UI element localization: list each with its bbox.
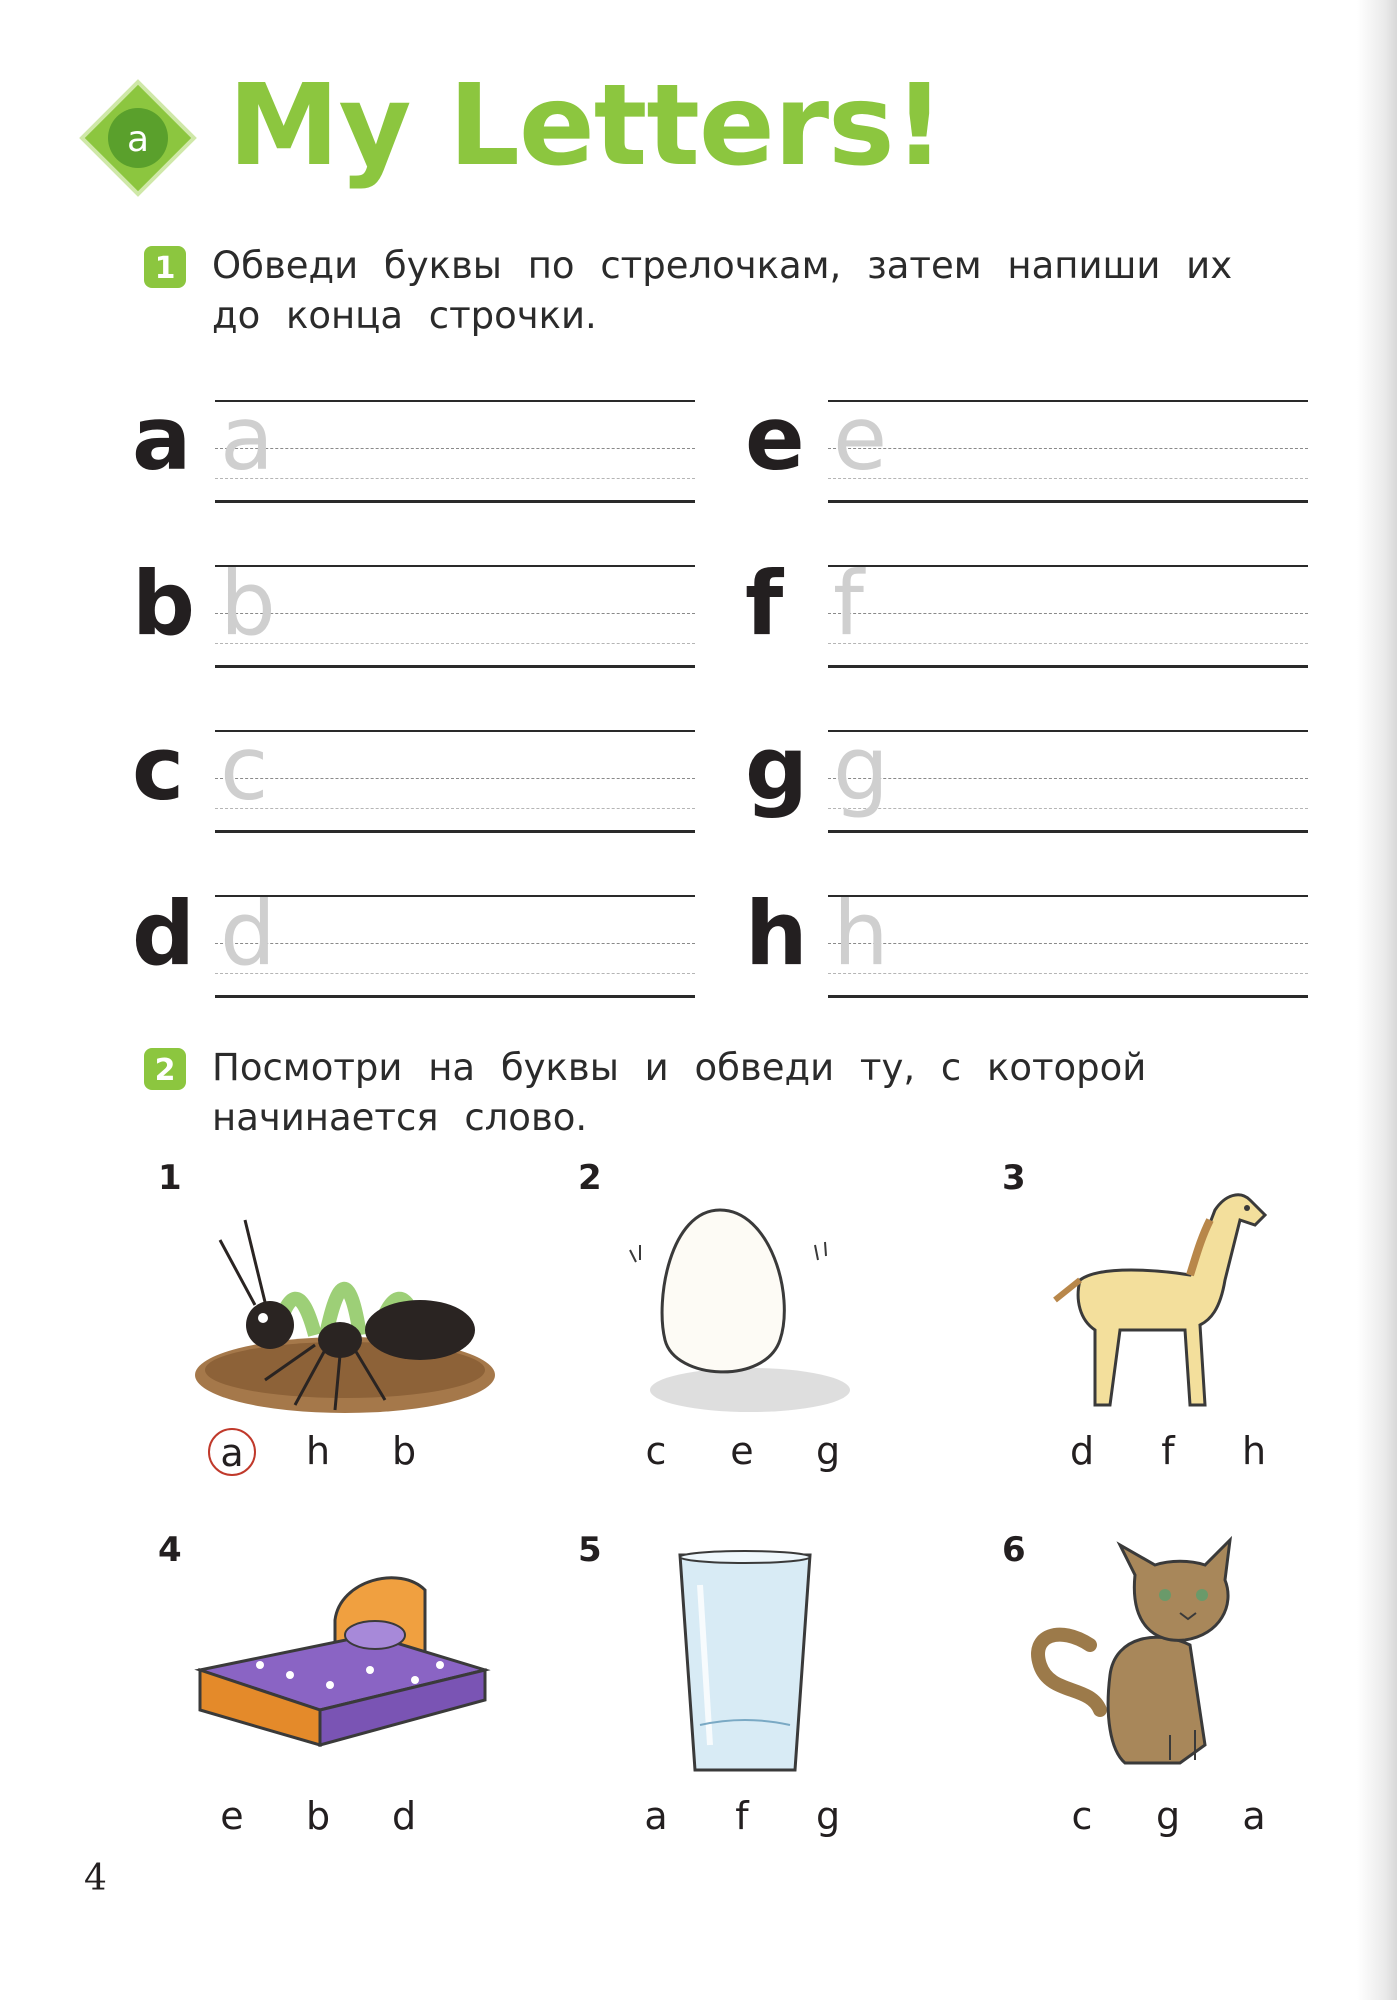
exercise-2-instruction-line-1: Посмотри на буквы и обведи ту, с которой	[212, 1046, 1147, 1089]
exercise-2-instruction-line-2: начинается слово.	[212, 1096, 588, 1139]
trace-letter: h	[833, 882, 889, 985]
exercise-1-badge-icon	[142, 244, 188, 290]
item-number: 3	[1002, 1158, 1026, 1198]
item-3-choices	[1058, 1428, 1278, 1476]
model-letter: g	[745, 717, 808, 820]
trace-letter: b	[220, 552, 276, 655]
glass-icon	[670, 1545, 820, 1785]
choice-letter[interactable]: c	[1071, 1794, 1093, 1838]
exercise-2-badge-icon	[142, 1046, 188, 1092]
model-letter: a	[132, 387, 192, 490]
model-letter: h	[745, 882, 808, 985]
item-1-choices	[208, 1428, 428, 1476]
trace-letter: e	[833, 387, 888, 490]
ant-icon	[185, 1200, 495, 1420]
svg-text:1: 1	[154, 251, 176, 286]
page-edge-shadow	[1357, 0, 1397, 2000]
choice-letter[interactable]: f	[1161, 1429, 1175, 1473]
choice-letter[interactable]: d	[391, 1794, 417, 1838]
page-number: 4	[84, 1858, 107, 1899]
choice-letter[interactable]: c	[645, 1429, 667, 1473]
choice-letter[interactable]: e	[220, 1794, 244, 1838]
exercise-1-instruction-line-2: до конца строчки.	[212, 294, 597, 337]
trace-letter: a	[220, 387, 274, 490]
bed-icon	[170, 1560, 500, 1760]
item-4-choices	[208, 1793, 428, 1841]
choice-letter[interactable]: g	[815, 1794, 841, 1838]
item-number: 5	[578, 1530, 602, 1570]
model-letter: d	[132, 882, 195, 985]
item-2-choices	[632, 1428, 852, 1476]
section-badge-letter: a	[126, 119, 150, 160]
item-6-choices	[1058, 1793, 1278, 1841]
item-5-choices	[632, 1793, 852, 1841]
cat-icon	[1020, 1535, 1280, 1780]
item-number: 2	[578, 1158, 602, 1198]
trace-row-g[interactable]	[745, 717, 1355, 840]
model-letter: b	[132, 552, 195, 655]
choice-letter-circled[interactable]: a	[208, 1428, 256, 1476]
choice-letter[interactable]: e	[730, 1429, 754, 1473]
choice-letter[interactable]: a	[644, 1794, 668, 1838]
model-letter: c	[132, 717, 185, 820]
choice-letter[interactable]: h	[1241, 1429, 1267, 1473]
item-number: 1	[158, 1158, 182, 1198]
model-letter: e	[745, 387, 805, 490]
item-number: 6	[1002, 1530, 1026, 1570]
trace-letter: c	[220, 717, 269, 820]
trace-row-b[interactable]	[132, 552, 742, 675]
trace-row-h[interactable]	[745, 882, 1355, 1005]
trace-letter: g	[833, 717, 889, 820]
choice-letter[interactable]: b	[305, 1794, 331, 1838]
trace-letter: d	[220, 882, 276, 985]
choice-letter[interactable]: f	[735, 1794, 749, 1838]
choice-letter[interactable]: a	[1242, 1794, 1266, 1838]
svg-text:2: 2	[154, 1053, 176, 1088]
trace-row-f[interactable]	[745, 552, 1355, 675]
choice-letter[interactable]: d	[1069, 1429, 1095, 1473]
egg-icon	[610, 1190, 870, 1430]
choice-letter[interactable]: g	[815, 1429, 841, 1473]
item-number: 4	[158, 1530, 182, 1570]
trace-letter: f	[833, 552, 864, 655]
trace-row-a[interactable]	[132, 387, 742, 510]
model-letter: f	[745, 552, 784, 655]
choice-letter[interactable]: g	[1155, 1794, 1181, 1838]
trace-row-d[interactable]	[132, 882, 742, 1005]
trace-row-c[interactable]	[132, 717, 742, 840]
choice-letter[interactable]: h	[305, 1429, 331, 1473]
choice-letter[interactable]: b	[391, 1429, 417, 1473]
trace-row-e[interactable]	[745, 387, 1355, 510]
page-title: My Letters!	[228, 61, 944, 191]
exercise-1-instruction-line-1: Обведи буквы по стрелочкам, затем напиши их	[212, 244, 1233, 287]
horse-icon	[1040, 1170, 1280, 1420]
section-badge-icon	[78, 78, 198, 198]
